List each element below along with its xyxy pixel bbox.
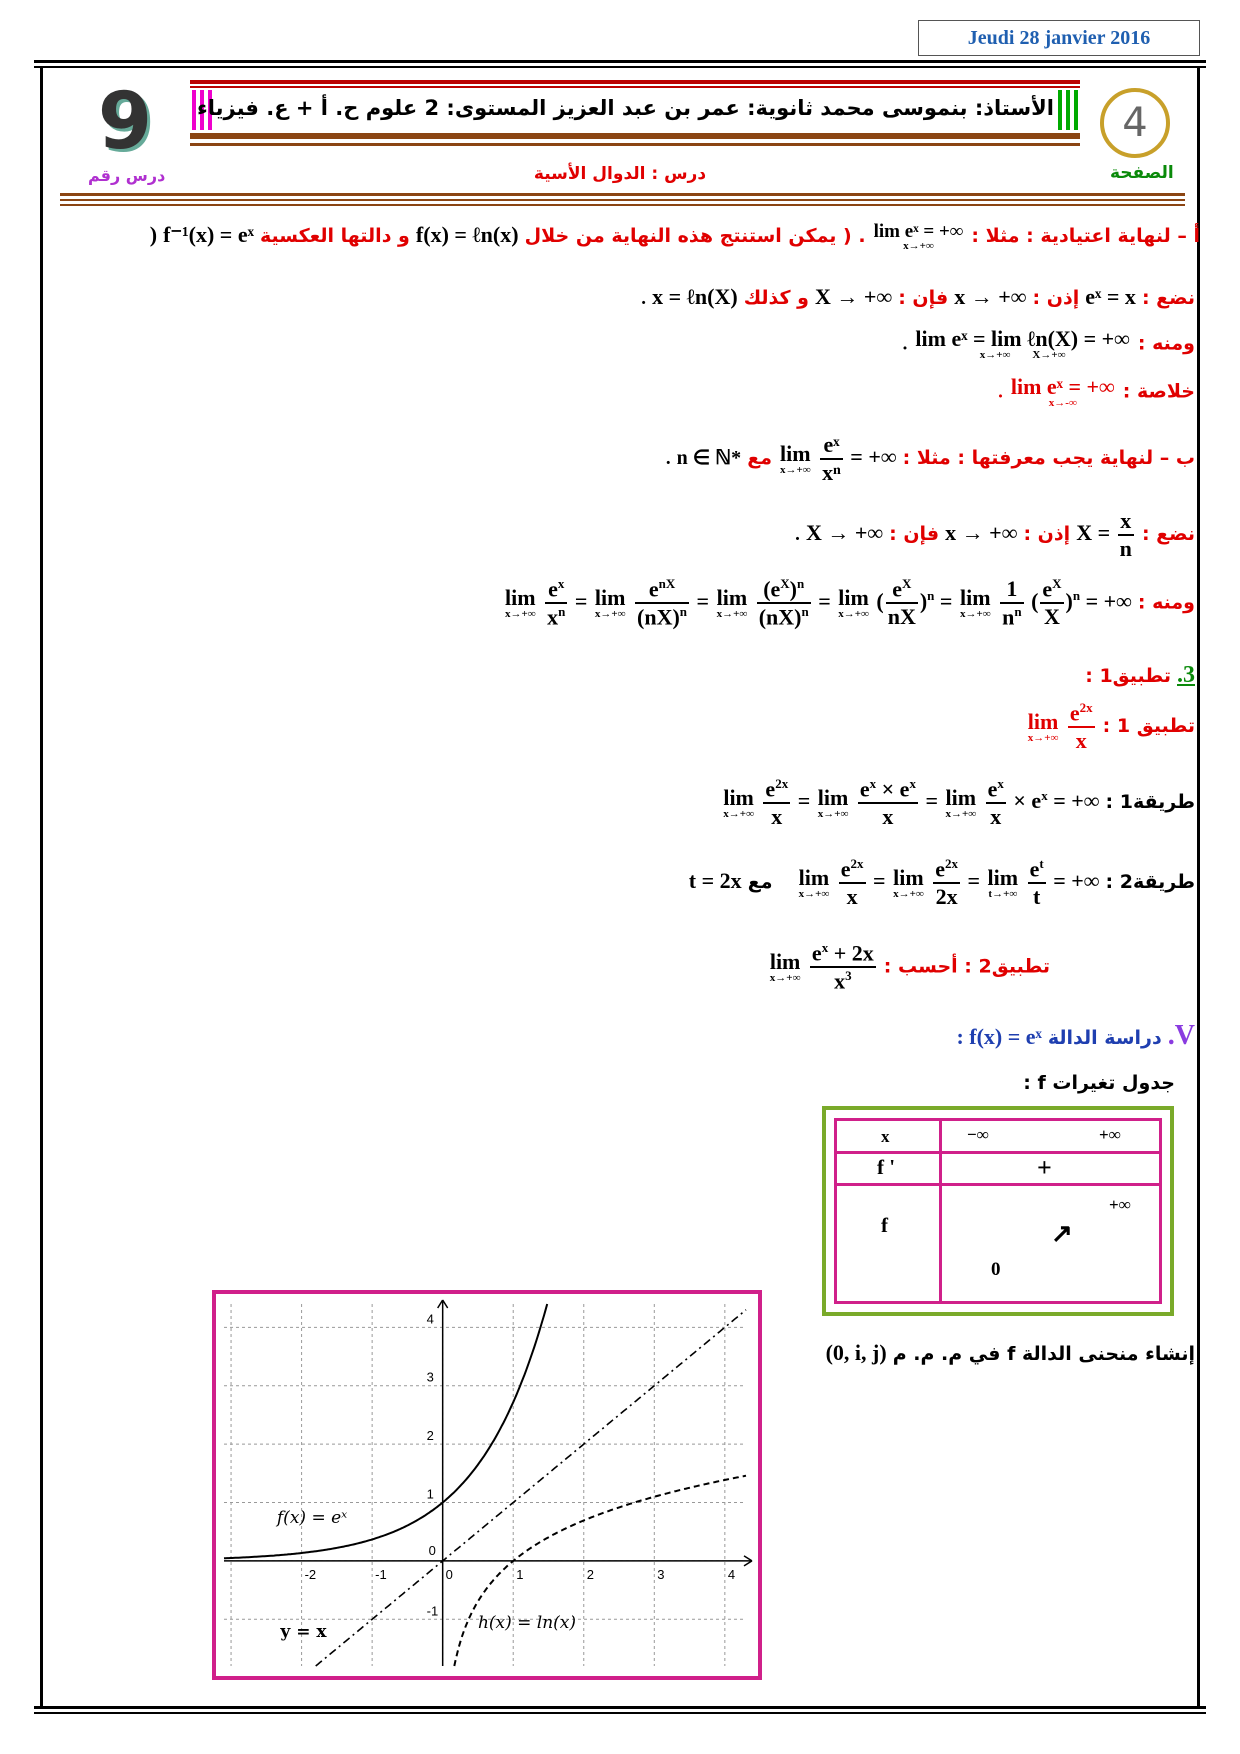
method-2-with: مع — [747, 871, 773, 894]
section-a-limit-sub: x→+∞ — [903, 240, 934, 252]
table-label-row — [1023, 1072, 1175, 1094]
section-a-note-2: و دالتها العكسية — [259, 225, 410, 247]
set-2-then: إذن : — [1023, 523, 1071, 546]
hence-2-label: ومنه : — [1137, 591, 1195, 614]
x-tick-label: -1 — [375, 1566, 387, 1582]
page-number-circle — [1100, 88, 1170, 158]
table-hline-2 — [837, 1183, 1159, 1186]
study-heading — [956, 1020, 1195, 1052]
header-band-stripe — [190, 86, 1080, 88]
method-1-result: = +∞ — [1053, 788, 1100, 814]
x-tick-label: 1 — [516, 1566, 524, 1582]
hence-2-result: = +∞ — [1085, 588, 1132, 614]
study-label: دراسة الدالة — [1047, 1027, 1162, 1049]
top-border-2 — [34, 66, 1206, 68]
set-1-cond2: X → +∞ — [815, 284, 893, 309]
set-1-eq2: x = ℓn(X) — [652, 284, 738, 309]
section-b-cond: n ∈ ℕ* — [676, 447, 742, 470]
table-arrow: ↗ — [1051, 1219, 1073, 1248]
variation-table-frame — [822, 1106, 1174, 1316]
set-2-label: نضع : — [1141, 523, 1195, 546]
summary-label: خلاصة : — [1122, 380, 1195, 403]
method-1 — [721, 776, 1195, 830]
summary-eq: lim eˣ = +∞ — [1010, 374, 1115, 399]
apps-heading — [1085, 662, 1195, 689]
y-tick-label: 3 — [426, 1369, 434, 1385]
method-2-label: طريقة2 : — [1105, 871, 1195, 894]
section-b-label: ب – لنهاية يجب معرفتها : مثلا : — [902, 447, 1195, 470]
apps-heading-num: 3. — [1177, 662, 1195, 688]
method-2-result: = +∞ — [1053, 868, 1100, 894]
section-a-paren: ( — [149, 222, 158, 247]
method-2 — [689, 856, 1195, 910]
y-tick-label: -1 — [426, 1603, 439, 1619]
date-box — [918, 20, 1200, 56]
header-divider-1 — [60, 193, 1185, 196]
table-hline-1 — [837, 1151, 1159, 1154]
method-1-expr: lim x→+∞ $\frac{e^{2x}}{x}$ = lim x→+∞ $\frac{e^x \times e^x}{x}$ = lim x→+∞ $\frac{e^x}{x}$ × $e^x$ = +∞ — [723, 776, 1100, 830]
section-b-den: xⁿ — [822, 460, 841, 485]
table-minus-inf: −∞ — [967, 1125, 989, 1144]
study-func: : f(x) = eˣ — [956, 1024, 1042, 1049]
section-a-f-inv: f⁻¹(x) = eˣ — [163, 222, 254, 247]
header-green-bars — [1058, 90, 1082, 130]
graph-frame — [212, 1290, 762, 1680]
curve-frame: (0, i, j) — [825, 1340, 887, 1365]
app-1-label: تطبيق 1 : — [1102, 715, 1195, 738]
date-text: Jeudi 28 janvier 2016 — [967, 27, 1151, 49]
hence-1-sub2: X→+∞ — [1032, 349, 1066, 361]
section-a-f-ln: f(x) = ℓn(x) — [415, 222, 519, 247]
set-2: نضع : X = $\frac{x}{n}$ إذن : x → +∞ فإن : X → +∞ . — [795, 508, 1195, 561]
hence-1-eq: lim eˣ = lim ℓn(X) = +∞ — [915, 326, 1130, 351]
set-2-num: x — [1118, 508, 1134, 536]
set-1-and: و كذلك — [743, 287, 809, 309]
series-2-label: y = x — [280, 1621, 327, 1642]
table-f: f — [881, 1213, 888, 1237]
y-tick-label: 1 — [426, 1486, 434, 1502]
summary-sub: x→-∞ — [1048, 397, 1077, 409]
frame-right — [1197, 66, 1200, 1706]
function-graph — [216, 1294, 758, 1676]
section-a-limit-expr: lim eˣ = +∞ — [873, 221, 964, 242]
y-tick-label: 2 — [426, 1428, 434, 1444]
lesson-number-label: درس رقم — [88, 166, 166, 185]
frame-left — [40, 66, 43, 1706]
x-tick-label: 0 — [445, 1566, 453, 1582]
series-1-line — [224, 1304, 547, 1558]
set-1-eq: eˣ = x — [1085, 284, 1136, 309]
series-3-line — [454, 1476, 746, 1666]
series-3-label: h(x) = ln(x) — [477, 1613, 577, 1634]
variation-table — [834, 1118, 1162, 1304]
bottom-border-2 — [34, 1712, 1206, 1714]
summary-expr — [1011, 376, 1115, 409]
hence-2-chain: lim x→+∞ $\frac{e^x}{x^n}$ = lim x→+∞ $\frac{e^{nX}}{(nX)^n}$ = lim x→+∞ $\frac{(e^X)^n}{(nX)^n}$ = lim x→+∞ ( $\frac{e^X}{nX}$ )$^n$ = lim x→+∞ $\frac{1}{n^n}$ ( $\frac{e^X}{X}$ )$^n$ = +∞ — [504, 576, 1132, 630]
set-2-cond2: X → +∞ — [805, 520, 884, 546]
header-divider-3 — [60, 204, 1185, 206]
hence-1: ومنه : lim eˣ = lim ℓn(X) = +∞ x→+∞ X→+∞ . — [902, 326, 1195, 361]
table-x: x — [881, 1127, 890, 1146]
header-title: الأستاذ: بنموسى محمد ثانوية: عمر بن عبد العزيز المستوى: 2 علوم ح. أ + ع. فيزياء — [197, 96, 1054, 120]
set-2-var: X = — [1076, 520, 1111, 546]
study-roman: V. — [1167, 1020, 1195, 1051]
app-2 — [768, 940, 1050, 995]
top-border — [34, 60, 1206, 63]
section-b-with: مع — [747, 447, 772, 470]
lesson-title: درس : الدوال الأسية — [533, 164, 707, 184]
hence-1-sub1: x→+∞ — [979, 349, 1011, 361]
x-tick-label: 2 — [586, 1566, 594, 1582]
header-band-bottom-2 — [190, 143, 1080, 146]
table-fprime: f ' — [877, 1155, 896, 1179]
section-a-limit — [874, 222, 964, 252]
table-label: جدول تغيرات f : — [1023, 1072, 1175, 1094]
app-1 — [1026, 700, 1195, 754]
section-b-result: = +∞ — [850, 444, 897, 470]
set-1: نضع : eˣ = x إذن : x → +∞ فإن : X → +∞ و كذلك x = ℓn(X) . — [641, 284, 1195, 309]
x-tick-label: -2 — [304, 1566, 317, 1582]
set-2-so: فإن : — [889, 523, 940, 546]
set-2-den: n — [1119, 536, 1132, 561]
apps-heading-label: تطبيق1 : — [1085, 665, 1171, 687]
bottom-border — [34, 1706, 1206, 1709]
summary: خلاصة : lim eˣ = +∞ x→-∞ . — [998, 374, 1195, 409]
set-1-then: إذن : — [1032, 287, 1080, 309]
lesson-number: 9 — [97, 77, 153, 167]
set-2-expr — [1076, 508, 1136, 562]
series-1-label: f(x) = eˣ — [276, 1507, 348, 1528]
hence-1-label: ومنه : — [1137, 332, 1195, 355]
set-1-cond: x → +∞ — [954, 284, 1027, 309]
table-bottom: 0 — [991, 1259, 1001, 1280]
curve-label-row — [826, 1340, 1195, 1366]
set-2-cond: x → +∞ — [945, 520, 1018, 546]
app-2-expr: lim x→+∞ $\frac{e^x + 2x}{x^3}$ — [769, 940, 874, 994]
app-2-label: تطبيق2 : أحسب : — [883, 955, 1050, 978]
x-tick-label: 3 — [657, 1566, 665, 1582]
y-tick-label: 4 — [426, 1311, 434, 1327]
curve-label: إنشاء منحنى الدالة f في م. م. م — [892, 1343, 1195, 1365]
y-tick-label: 0 — [428, 1542, 436, 1558]
section-b-num: eˣ — [820, 432, 843, 460]
method-1-label: طريقة1 : — [1105, 791, 1195, 814]
set-1-so: فإن : — [898, 287, 949, 309]
section-a — [150, 222, 1200, 252]
section-a-note-1: . ( يمكن استنتج هذه النهاية من خلال — [524, 225, 866, 247]
method-2-t-def: t = 2x — [688, 868, 742, 894]
set-1-label: نضع : — [1141, 287, 1195, 309]
x-tick-label: 4 — [727, 1566, 736, 1582]
section-a-label: أ – لنهاية اعتيادية : مثلا : — [971, 225, 1200, 247]
table-sign: + — [1037, 1153, 1052, 1182]
hence-1-expr — [915, 328, 1129, 361]
lesson-number-logo — [80, 77, 170, 167]
header-divider-2 — [60, 199, 1185, 201]
page-label: الصفحة — [1110, 163, 1174, 183]
table-vline — [939, 1121, 942, 1301]
hence-2 — [503, 576, 1195, 631]
table-top: +∞ — [1109, 1195, 1131, 1214]
header-band-bottom — [190, 133, 1080, 139]
header-band-top — [190, 80, 1080, 84]
hence-1-subs — [915, 350, 1129, 361]
table-plus-inf: +∞ — [1099, 1125, 1121, 1144]
section-b: ب – لنهاية يجب معرفتها : مثلا : lim x→+∞ $\frac{\text{eˣ}}{\text{xⁿ}}$ = +∞ مع n ∈ ℕ* . — [665, 432, 1195, 485]
section-b-limit: lim x→+∞ $\frac{\text{eˣ}}{\text{xⁿ}}$ = +∞ — [780, 432, 897, 485]
app-1-expr: lim x→+∞ $\frac{e^{2x}}{x}$ — [1027, 700, 1093, 754]
method-2-expr: lim x→+∞ $\frac{e^{2x}}{x}$ = lim x→+∞ $\frac{e^{2x}}{2x}$ = lim t→+∞ $\frac{e^t}{t}$ = +∞ — [798, 856, 1100, 910]
page-number: 4 — [1122, 100, 1148, 146]
